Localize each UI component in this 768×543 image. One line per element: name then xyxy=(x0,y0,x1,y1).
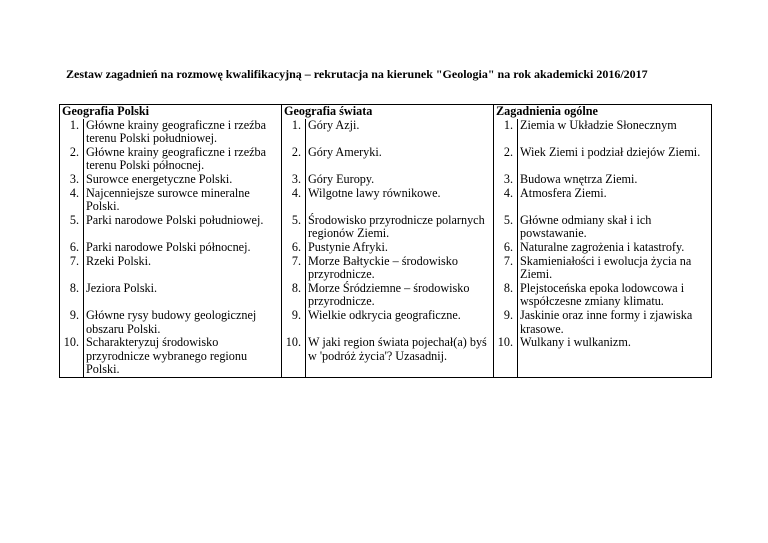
pl-topic: Parki narodowe Polski północnej. xyxy=(84,241,282,255)
table-row xyxy=(60,146,712,173)
document-title: Zestaw zagadnień na rozmowę kwalifikacyjną – rekrutacja na kierunek "Geologia" na rok akademicki 2016/2017 xyxy=(66,67,648,81)
pl-number: 6. xyxy=(60,241,84,255)
pl-topic: Scharakteryzuj środowisko przyrodnicze wybranego regionu Polski. xyxy=(84,336,282,377)
og-number: 2. xyxy=(494,146,518,173)
og-number: 7. xyxy=(494,255,518,282)
sw-number: 7. xyxy=(282,255,306,282)
table-row xyxy=(60,255,712,282)
table-row xyxy=(60,309,712,336)
pl-topic: Główne krainy geograficzne i rzeźba terenu Polski północnej. xyxy=(84,146,282,173)
og-number: 5. xyxy=(494,214,518,241)
column-header-zagadnienia-ogolne: Zagadnienia ogólne xyxy=(494,105,712,119)
og-number: 8. xyxy=(494,282,518,309)
sw-topic: Góry Azji. xyxy=(306,119,494,146)
pl-number: 8. xyxy=(60,282,84,309)
pl-number: 9. xyxy=(60,309,84,336)
sw-topic: Góry Ameryki. xyxy=(306,146,494,173)
pl-number: 3. xyxy=(60,173,84,187)
sw-number: 10. xyxy=(282,336,306,377)
pl-topic: Główne krainy geograficzne i rzeźba terenu Polski południowej. xyxy=(84,119,282,146)
sw-topic: W jaki region świata pojechał(a) byś w 'podróż życia'? Uzasadnij. xyxy=(306,336,494,377)
sw-number: 9. xyxy=(282,309,306,336)
pl-number: 5. xyxy=(60,214,84,241)
og-topic: Naturalne zagrożenia i katastrofy. xyxy=(518,241,712,255)
sw-topic: Morze Śródziemne – środowisko przyrodnicze. xyxy=(306,282,494,309)
sw-topic: Pustynie Afryki. xyxy=(306,241,494,255)
og-number: 4. xyxy=(494,187,518,214)
pl-topic: Główne rysy budowy geologicznej obszaru Polski. xyxy=(84,309,282,336)
og-topic: Jaskinie oraz inne formy i zjawiska krasowe. xyxy=(518,309,712,336)
pl-topic: Rzeki Polski. xyxy=(84,255,282,282)
og-topic: Skamieniałości i ewolucja życia na Ziemi. xyxy=(518,255,712,282)
sw-topic: Wielkie odkrycia geograficzne. xyxy=(306,309,494,336)
og-topic: Wiek Ziemi i podział dziejów Ziemi. xyxy=(518,146,712,173)
table-row xyxy=(60,241,712,255)
column-header-geografia-swiata: Geografia świata xyxy=(282,105,494,119)
og-number: 1. xyxy=(494,119,518,146)
topics-table xyxy=(59,104,712,378)
pl-topic: Jeziora Polski. xyxy=(84,282,282,309)
column-header-geografia-polski: Geografia Polski xyxy=(60,105,282,119)
og-topic: Budowa wnętrza Ziemi. xyxy=(518,173,712,187)
og-topic: Główne odmiany skał i ich powstawanie. xyxy=(518,214,712,241)
sw-topic: Góry Europy. xyxy=(306,173,494,187)
og-number: 9. xyxy=(494,309,518,336)
table-row xyxy=(60,282,712,309)
table-header-row xyxy=(60,105,712,119)
sw-number: 6. xyxy=(282,241,306,255)
sw-number: 5. xyxy=(282,214,306,241)
og-topic: Plejstoceńska epoka lodowcowa i współczesne zmiany klimatu. xyxy=(518,282,712,309)
pl-topic: Parki narodowe Polski południowej. xyxy=(84,214,282,241)
sw-topic: Morze Bałtyckie – środowisko przyrodnicze. xyxy=(306,255,494,282)
pl-topic: Surowce energetyczne Polski. xyxy=(84,173,282,187)
table-row xyxy=(60,119,712,146)
sw-number: 3. xyxy=(282,173,306,187)
og-topic: Wulkany i wulkanizm. xyxy=(518,336,712,377)
og-topic: Ziemia w Układzie Słonecznym xyxy=(518,119,712,146)
table-row xyxy=(60,173,712,187)
pl-number: 2. xyxy=(60,146,84,173)
pl-topic: Najcenniejsze surowce mineralne Polski. xyxy=(84,187,282,214)
sw-number: 1. xyxy=(282,119,306,146)
table-row xyxy=(60,187,712,214)
sw-number: 4. xyxy=(282,187,306,214)
og-number: 3. xyxy=(494,173,518,187)
og-number: 6. xyxy=(494,241,518,255)
sw-topic: Środowisko przyrodnicze polarnych regionów Ziemi. xyxy=(306,214,494,241)
sw-number: 2. xyxy=(282,146,306,173)
sw-topic: Wilgotne lawy równikowe. xyxy=(306,187,494,214)
table-row xyxy=(60,214,712,241)
og-topic: Atmosfera Ziemi. xyxy=(518,187,712,214)
sw-number: 8. xyxy=(282,282,306,309)
pl-number: 10. xyxy=(60,336,84,377)
table-row xyxy=(60,336,712,377)
pl-number: 4. xyxy=(60,187,84,214)
pl-number: 7. xyxy=(60,255,84,282)
og-number: 10. xyxy=(494,336,518,377)
pl-number: 1. xyxy=(60,119,84,146)
